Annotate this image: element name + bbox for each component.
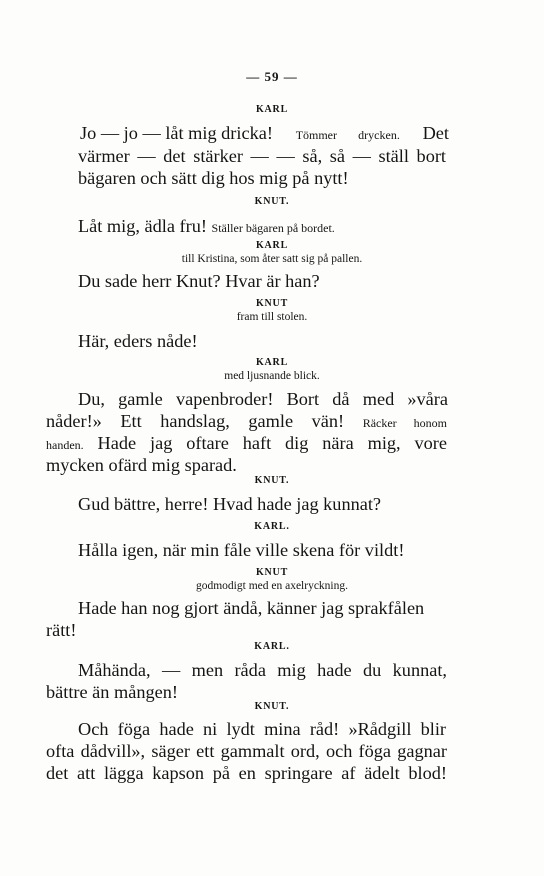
dialogue-line: rätt! bbox=[46, 620, 77, 640]
speaker-label: KNUT bbox=[255, 567, 289, 578]
stage-direction: fram till stolen. bbox=[236, 311, 308, 323]
dialogue-line: mycken ofärd mig sparad. bbox=[46, 455, 237, 475]
page-number: — 59 — bbox=[246, 69, 298, 84]
speaker-label: KARL. bbox=[254, 521, 290, 532]
stage-direction: till Kristina, som åter satt sig på pallen. bbox=[181, 253, 363, 265]
dialogue-text: Jo — jo — låt mig dricka! bbox=[80, 123, 273, 143]
speaker-label: KNUT. bbox=[254, 475, 290, 486]
dialogue-line: Hålla igen, när min fåle ville skena för vildt! bbox=[78, 540, 405, 560]
dialogue-line: Hade han nog gjort ändå, känner jag sprakfålen bbox=[78, 598, 425, 618]
dialogue-line: det att lägga kapson på en springare af ädelt blod! bbox=[46, 763, 447, 783]
dialogue-line bbox=[46, 411, 447, 433]
dialogue-text: nåder!» Ett handslag, gamle vän! bbox=[46, 411, 345, 431]
dialogue-line: Här, eders nåde! bbox=[78, 331, 198, 351]
dialogue-line bbox=[46, 433, 447, 455]
stage-direction-inline: handen. bbox=[46, 438, 84, 452]
speaker-label: KARL. bbox=[254, 641, 290, 652]
stage-direction: godmodigt med en axelryckning. bbox=[195, 580, 349, 592]
speaker-label: KARL bbox=[255, 104, 289, 115]
stage-direction: med ljusnande blick. bbox=[224, 370, 320, 382]
dialogue-line: värmer — det stärker — — så, så — ställ bort bbox=[78, 146, 446, 166]
speaker-label: KARL bbox=[255, 357, 289, 368]
dialogue-line bbox=[78, 216, 449, 238]
dialogue-line: Du, gamle vapenbroder! Bort då med »våra bbox=[78, 389, 448, 409]
dialogue-text: Låt mig, ädla fru! bbox=[78, 216, 207, 236]
dialogue-line: bägaren och sätt dig hos mig på nytt! bbox=[78, 168, 349, 188]
dialogue-line: bättre än mången! bbox=[46, 682, 178, 702]
dialogue-line: ofta dådvill», säger ett gammalt ord, och föga gagnar bbox=[46, 741, 447, 761]
dialogue-line: Du sade herr Knut? Hvar är han? bbox=[78, 271, 320, 291]
speaker-label: KNUT. bbox=[254, 196, 290, 207]
dialogue-line: Och föga hade ni lydt mina råd! »Rådgill blir bbox=[78, 719, 446, 739]
speaker-label: KNUT. bbox=[254, 701, 290, 712]
dialogue-line bbox=[78, 123, 449, 145]
stage-direction-inline: Tömmer drycken. bbox=[295, 128, 400, 142]
speaker-label: KARL bbox=[255, 240, 289, 251]
dialogue-line: Gud bättre, herre! Hvad hade jag kunnat? bbox=[78, 494, 382, 514]
stage-direction-inline: Räcker honom bbox=[362, 416, 448, 430]
dialogue-text: Det bbox=[422, 123, 449, 143]
stage-direction-inline: Ställer bägaren på bordet. bbox=[211, 221, 335, 235]
speaker-label: KNUT bbox=[255, 298, 289, 309]
dialogue-text: Hade jag oftare haft dig nära mig, vore bbox=[97, 433, 447, 453]
dialogue-line: Måhända, — men råda mig hade du kunnat, bbox=[78, 660, 447, 680]
